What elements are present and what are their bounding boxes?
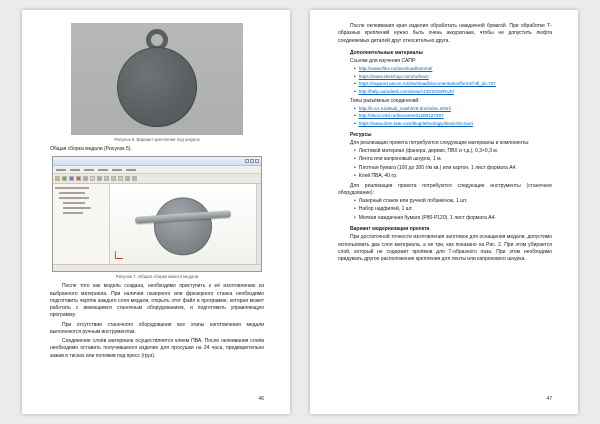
toolbar-icon [62,176,67,181]
list-item: • Плотная бумага (100 до 300 г/м кв.) или картон, 1 лист формата А4. [354,165,552,172]
label-joint-links: Типы разъёмных соединений: [350,97,420,104]
link-autodesk[interactable]: • http://help.autodesk.com/view/ACD/2016/RUS/ [358,88,455,94]
link-ascon[interactable]: • https://support.ascon.ru/download/documentation/forms/?dl_id=737 [358,81,496,86]
toolbar-icon [83,176,88,181]
joint-link-list [338,106,552,127]
list-item: • Листовой материал (фанера, дерево, ПВХ и т.д.), 0,3×0,3 м. [354,148,552,155]
list-item: • Мелкая наждачная бумага (Р80-Р120), 1 лист формата А4. [354,215,552,222]
cad-scrollbar [256,184,261,264]
axis-y-icon [115,251,116,259]
paragraph: Соединение слоёв материала осуществляется клеем ПВА. После оклеивания слоёв необходимо оставить получившееся изделие для просушки на 24 часа, предварительно зажав в тисках или положив под пресс (груз). [50,338,264,359]
cad-feature-tree [53,184,110,264]
toolbar-icon [76,176,81,181]
page-number-right: 47 [546,396,552,402]
list-item [354,89,552,95]
figure-7 [50,156,264,279]
link-kat[interactable]: • http://k-a-t.ru/detali_mashin/8-dm/index.shtml [358,105,451,111]
paragraph: После оклеивания края изделия обработать наждачной бумагой. При обработке Т-образных креплений нужно быть очень аккуратным, чтобы не допустить люфта соединяемых деталей друг относительно друга. [338,23,552,44]
materials-list [338,148,552,180]
figure-7-caption: Рисунок 7. Общая сборка макета медали [115,274,199,280]
tools-list [338,198,552,221]
label-sapr-links: Ссылки для изучения САПР: [350,57,417,64]
toolbar-icon [132,176,137,181]
list-item: • Лента или капроновый шнурок, 1 м. [354,156,552,163]
cad-main-area [53,184,261,264]
cad-menubar [53,166,261,174]
paragraph: После того как модель создана, необходимо приступить к её изготовлению из выбранного материала. При наличии лазерного или фрезерного станка необходимо подготовить чертёж каждого слоя медали, открыть этот файл в программе, которая может работать с имеющимся станочным оборудованием, и подготовить управляющую программу. [50,283,264,319]
link-sketchup[interactable]: • https://www.sketchup.com/ru/learn [358,73,429,79]
label-materials: Для реализации проекта потребуются следующие материалы и компоненты: [350,139,530,146]
medal-body-shape [117,47,197,127]
paragraph: При достаточной точности изготовления заготовок для оснащения медали, допустимо использовать два слоя материала, а не три, как показано на Рис. 2. При этом убирается слой, который не содержит проёмов для Т-образного паза. При этом необходимо придумать другое расположение крепления для ленты или капронового шнурка. [338,234,552,262]
heading-upgrade: Вариант модернизации проекта [350,226,430,233]
link-dom[interactable]: • https://www.dom-late.com/blog/tehnologiy/lesnichin-tvori [358,120,473,126]
list-item [354,106,552,112]
link-tflex[interactable]: • http://www.tflex.ru/download/tutorial/ [358,66,433,71]
page-number-left: 46 [258,396,264,402]
cad-canvas [110,184,256,264]
figure-6 [50,23,264,142]
link-cntd[interactable]: • http://docs.cntd.ru/document/1200127267 [358,113,444,119]
maximize-icon [250,159,254,163]
heading-extras: Дополнительные материалы [350,49,423,56]
toolbar-icon [69,176,74,181]
list-item: • Клей ПВА, 40 гр. [354,173,552,180]
close-icon [255,159,259,163]
toolbar-icon [104,176,109,181]
cad-screenshot [52,156,262,272]
toolbar-icon [97,176,102,181]
axis-x-icon [115,258,123,259]
list-item [354,121,552,127]
list-item [354,81,552,87]
list-item [354,66,552,72]
page-47 [310,10,578,414]
toolbar-icon [90,176,95,181]
toolbar-icon [118,176,123,181]
list-item [354,74,552,80]
list-item: • Набор надфилей, 1 шт. [354,206,552,213]
toolbar-icon [55,176,60,181]
list-item [354,113,552,119]
cad-titlebar [53,157,261,166]
toolbar-icon [125,176,130,181]
toolbar-icon [111,176,116,181]
medal-model-shape [154,198,212,256]
sapr-link-list [338,66,552,95]
figure-6-caption: Рисунок 6. Вариант крепления под шнурок [114,137,200,142]
heading-resources: Ресурсы [350,131,372,138]
minimize-icon [245,159,249,163]
intro-text: Общая сборка медали (Рисунок 5). [50,146,132,152]
list-item: • Лазерный станок или ручной лобзик/нож, 1 шт. [354,198,552,205]
figure-6-image [71,23,243,135]
paragraph: При отсутствии станочного оборудования все этапы изготовления медали выполняются ручным инструментом. [50,321,264,335]
label-tools: Для реализации проекта потребуются следующие инструменты (станочное оборудование): [338,182,552,196]
cad-toolbar [53,174,261,184]
cad-statusbar [53,264,261,271]
page-46 [22,10,290,414]
